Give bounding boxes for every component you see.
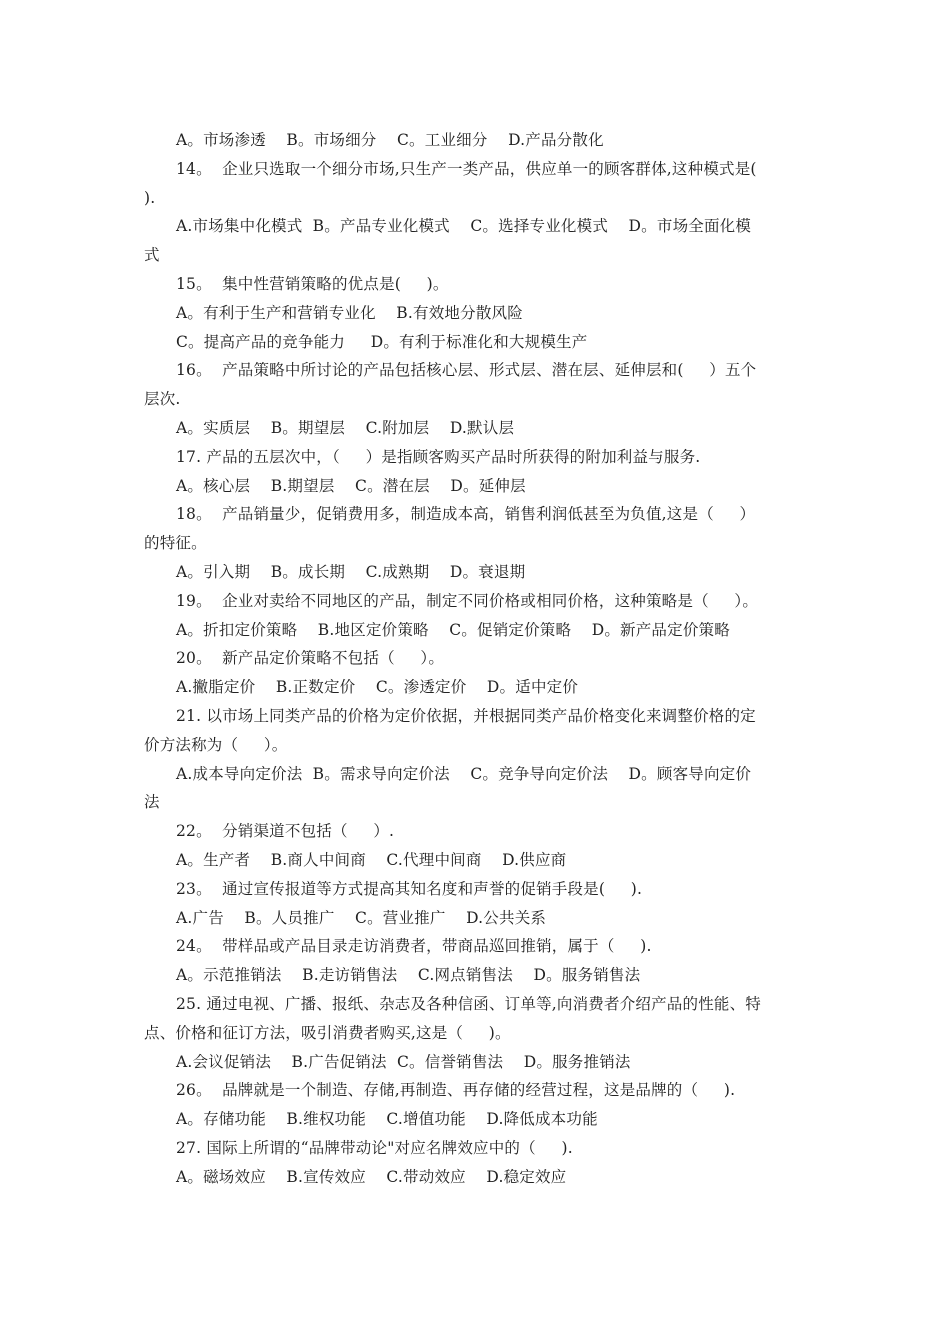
text-line: 法 [144, 793, 160, 812]
answer-options: A。有利于生产和营销专业化 B.有效地分散风险 [176, 303, 523, 322]
question-20: 20。 新产品定价策略不包括（ ）。 [176, 649, 445, 668]
answer-options: A。磁场效应 B.宣传效应 C.带动效应 D.稳定效应 [176, 1167, 567, 1186]
answer-options: A。核心层 B.期望层 C。潜在层 D。延伸层 [176, 476, 526, 495]
answer-options: A。实质层 B。期望层 C.附加层 D.默认层 [176, 418, 515, 437]
text-line: 的特征。 [144, 534, 207, 553]
answer-options: A。生产者 B.商人中间商 C.代理中间商 D.供应商 [176, 850, 567, 869]
question-16: 16。 产品策略中所讨论的产品包括核心层、形式层、潜在层、延伸层和( ）五个 [176, 361, 757, 380]
answer-options: A.撇脂定价 B.正数定价 C。渗透定价 D。适中定价 [176, 678, 579, 697]
question-21: 21. 以市场上同类产品的价格为定价依据，并根据同类产品价格变化来调整价格的定 [176, 706, 756, 725]
answer-options: A.成本导向定价法 B。需求导向定价法 C。竞争导向定价法 D。顾客导向定价 [176, 764, 752, 783]
answer-options: A.会议促销法 B.广告促销法 C。信誉销售法 D。服务推销法 [176, 1052, 631, 1071]
answer-options: A.市场集中化模式 B。产品专业化模式 C。选择专业化模式 D。市场全面化模 [176, 217, 752, 236]
text-line: ). [144, 188, 156, 207]
answer-options: C。提高产品的竞争能力 D。有利于标准化和大规模生产 [176, 332, 588, 351]
question-23: 23。 通过宣传报道等方式提高其知名度和声誉的促销手段是( ). [176, 879, 643, 898]
question-17: 17. 产品的五层次中，（ ）是指顾客购买产品时所获得的附加利益与服务. [176, 447, 701, 466]
question-15: 15。 集中性营销策略的优点是( )。 [176, 274, 449, 293]
answer-options: A。存储功能 B.维权功能 C.增值功能 D.降低成本功能 [176, 1110, 598, 1129]
question-19: 19。 企业对卖给不同地区的产品，制定不同价格或相同价格，这种策略是（ ）。 [176, 591, 759, 610]
text-line: 式 [144, 246, 160, 265]
answer-options: A。示范推销法 B.走访销售法 C.网点销售法 D。服务销售法 [176, 966, 641, 985]
question-26: 26。 品牌就是一个制造、存储,再制造、再存储的经营过程，这是品牌的（ ). [176, 1081, 736, 1100]
question-25: 25. 通过电视、广播、报纸、杂志及各种信函、订单等,向消费者介绍产品的性能、特 [176, 994, 762, 1013]
question-22: 22。 分销渠道不包括（ ）. [176, 822, 395, 841]
answer-options: A。引入期 B。成长期 C.成熟期 D。衰退期 [176, 562, 526, 581]
question-27: 27. 国际上所谓的“品牌带动论"对应名牌效应中的（ ). [176, 1138, 573, 1157]
text-line: 价方法称为（ ）。 [144, 735, 288, 754]
text-line: A。市场渗透 B。市场细分 C。工业细分 D.产品分散化 [176, 131, 604, 149]
question-list [144, 126, 814, 1191]
question-18: 18。 产品销量少，促销费用多，制造成本高，销售利润低甚至为负值,这是（ ） [176, 505, 756, 524]
question-14: 14。 企业只选取一个细分市场,只生产一类产品，供应单一的顾客群体,这种模式是( [176, 159, 757, 178]
answer-options: A.广告 B。人员推广 C。营业推广 D.公共关系 [176, 908, 547, 927]
answer-options: A。折扣定价策略 B.地区定价策略 C。促销定价策略 D。新产品定价策略 [176, 620, 730, 639]
text-line: 层次. [144, 390, 181, 409]
text-line: 点、价格和征订方法，吸引消费者购买,这是（ )。 [144, 1023, 511, 1042]
question-24: 24。 带样品或产品目录走访消费者，带商品巡回推销，属于（ ). [176, 937, 652, 956]
